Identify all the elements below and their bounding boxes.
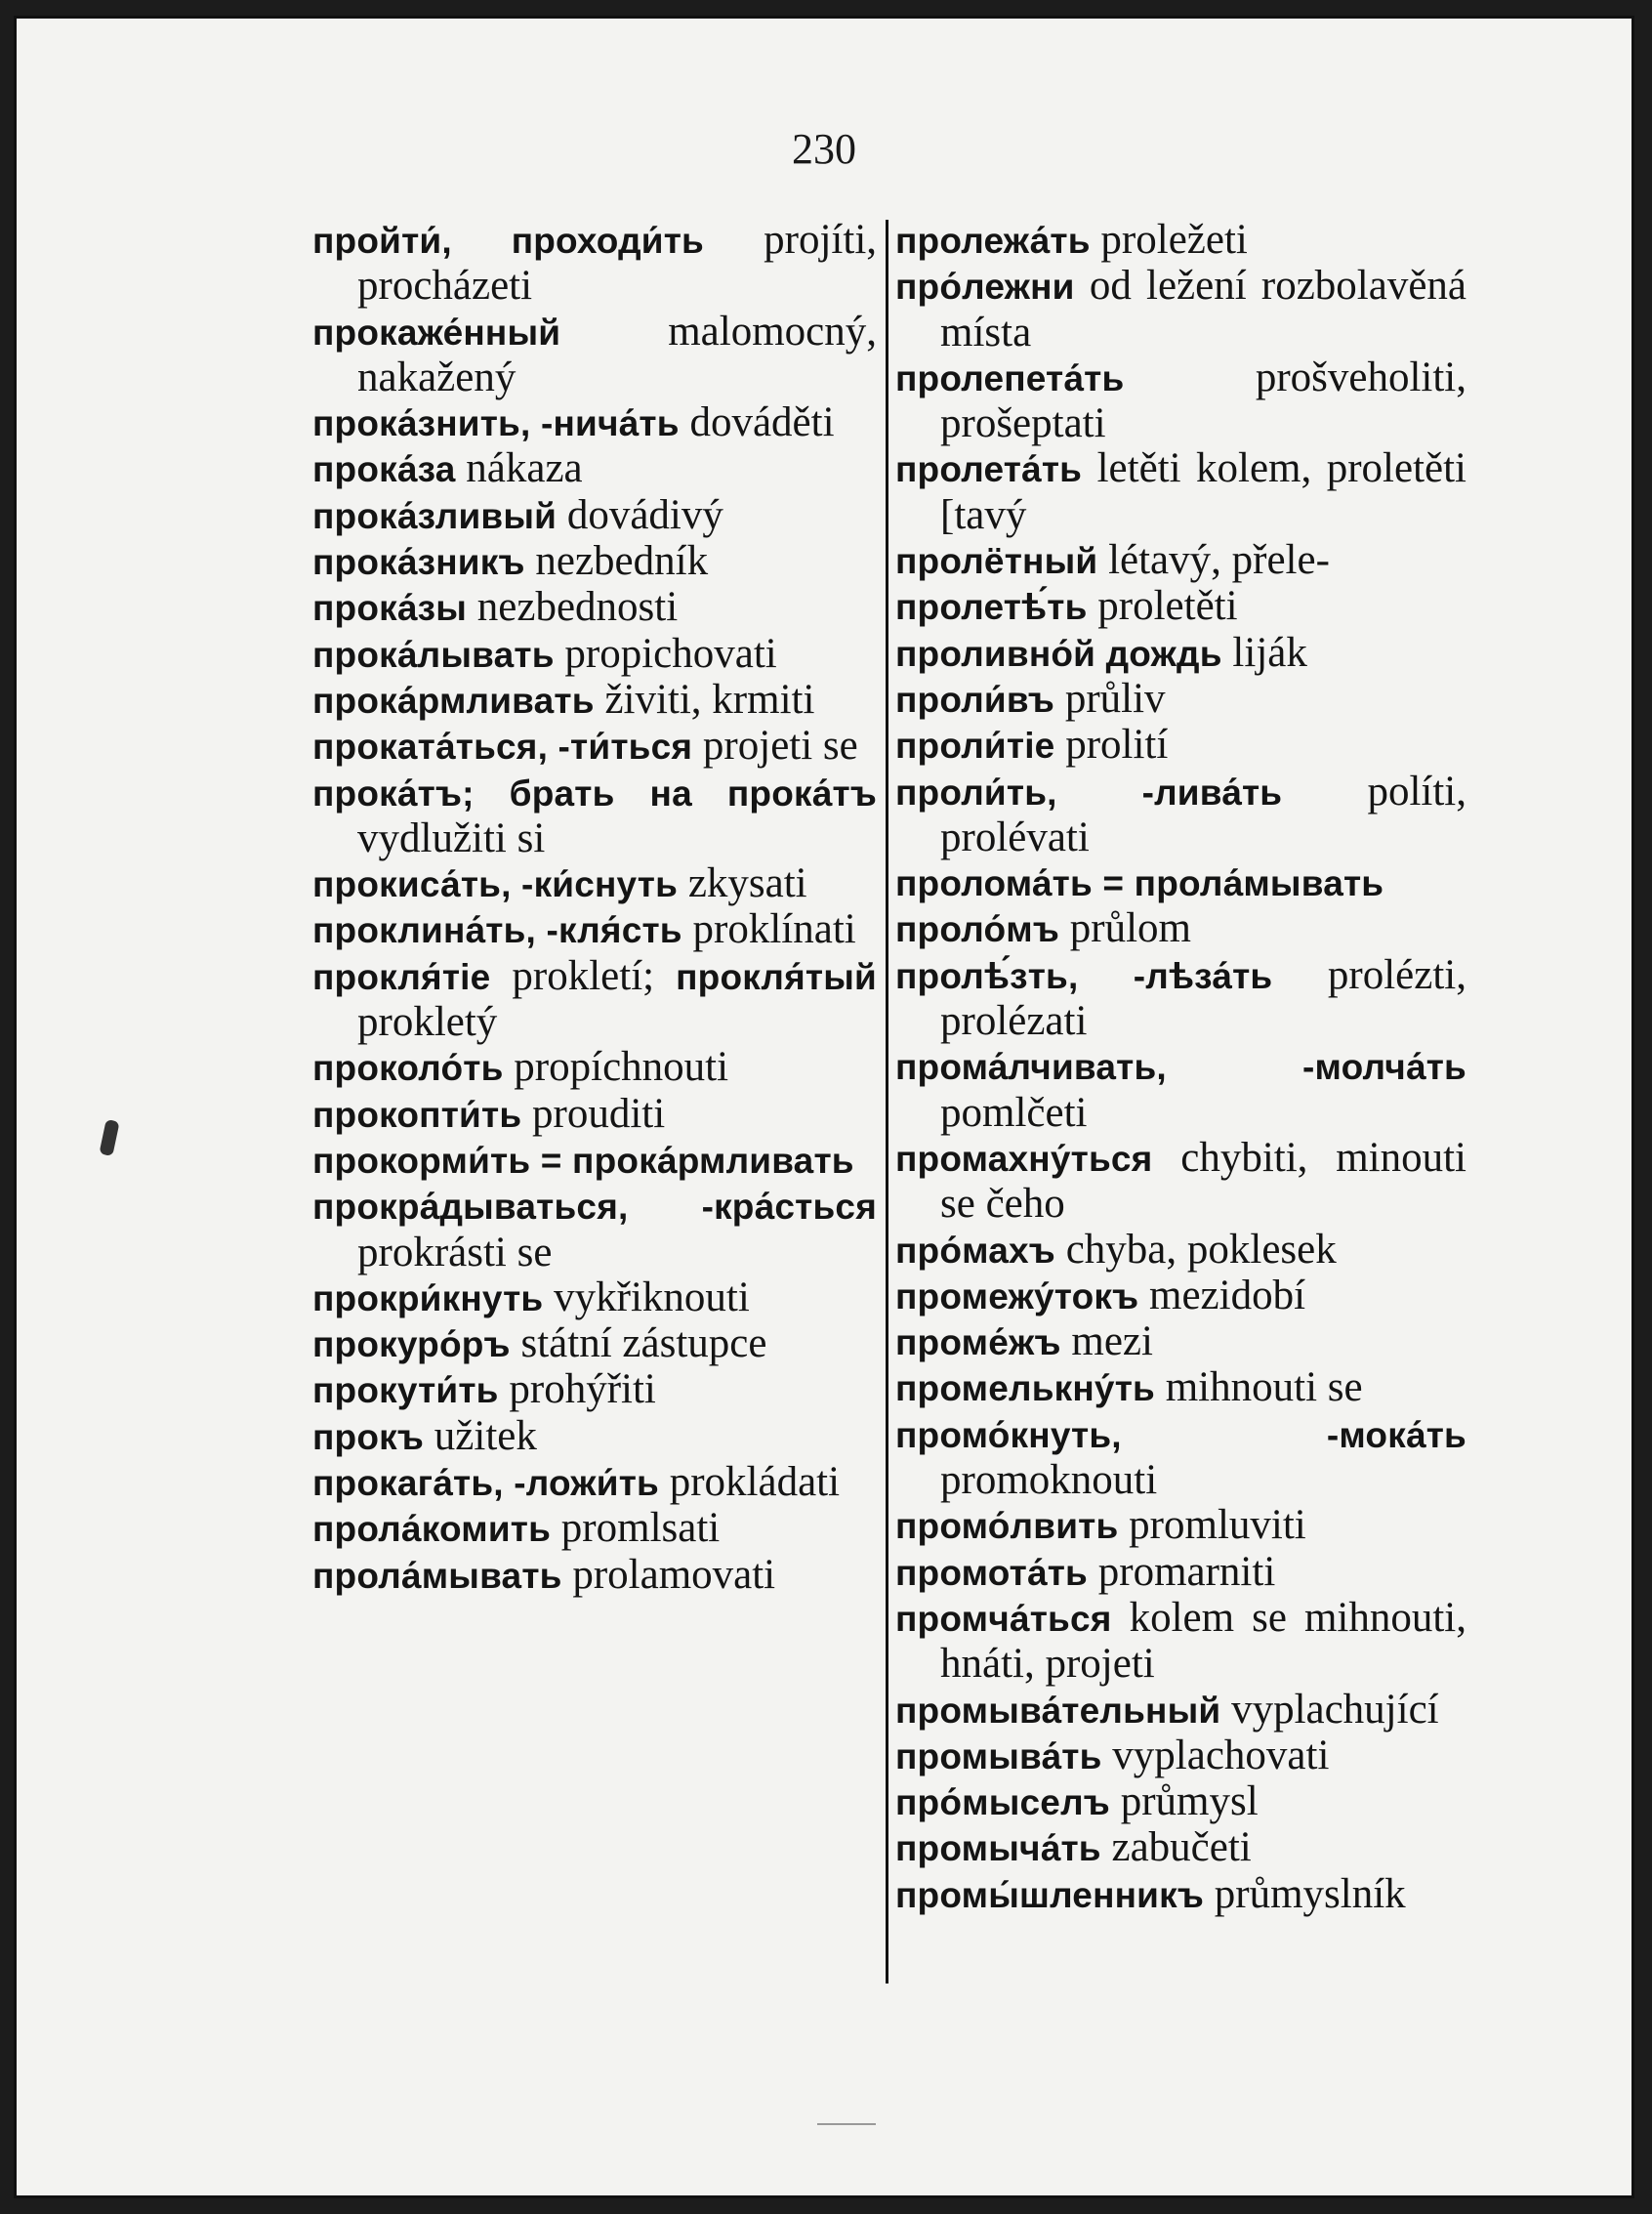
page-smudge — [99, 1119, 119, 1156]
entry-translation: propíchnouti — [514, 1044, 729, 1091]
dictionary-entry — [895, 1412, 1466, 1504]
entry-translation: zkysati — [687, 860, 807, 907]
entry-translation: proletěti — [1097, 583, 1238, 630]
dictionary-entry — [312, 1460, 877, 1506]
entry-translation: dováděti — [689, 399, 835, 446]
entry-translation: od ležení rozbolavěná místa — [940, 263, 1466, 355]
entry-translation: prokletí; — [512, 952, 655, 999]
entry-headword: пролѣ́зть, -лѣза́ть — [895, 955, 1273, 996]
entry-headword: пролета́ть — [895, 449, 1083, 490]
page-scratch — [817, 2123, 876, 2125]
dictionary-entry — [895, 1503, 1466, 1549]
entry-headword: прокаже́нный — [312, 312, 561, 353]
dictionary-entry — [312, 1045, 877, 1091]
entry-translation: průmysl — [1120, 1778, 1259, 1825]
dictionary-entry — [895, 264, 1466, 355]
dictionary-entry — [312, 1184, 877, 1275]
entry-translation: nezbednosti — [476, 584, 679, 631]
entry-translation: vydlužiti si — [357, 815, 546, 861]
entry-translation: prolézti, prolézati — [940, 951, 1466, 1045]
entry-headword: проката́ться, -ти́ться — [312, 727, 693, 768]
entry-headword: прока́за — [312, 449, 456, 490]
entry-headword: проклина́ть, -кля́сть — [312, 910, 682, 951]
dictionary-entry — [895, 1550, 1466, 1596]
entry-translation: projíti, procházeti — [357, 217, 878, 310]
dictionary-entry — [312, 585, 877, 631]
column-divider — [886, 220, 888, 1984]
entry-translation: prokládati — [669, 1459, 841, 1506]
entry-headword: промы́шленникъ — [895, 1874, 1204, 1915]
dictionary-entry — [312, 400, 877, 446]
entry-translation: chybiti, minouti se čeho — [940, 1134, 1466, 1228]
entry-translation: letěti kolem, proletěti [tavý — [940, 445, 1467, 538]
dictionary-entry — [895, 723, 1466, 769]
dictionary-entry — [312, 724, 877, 770]
dictionary-entry — [895, 677, 1466, 723]
entry-translation: liják — [1232, 629, 1307, 676]
entry-translation: průliv — [1064, 675, 1166, 722]
dictionary-entry — [895, 953, 1466, 1045]
entry-translation: proklínati — [692, 906, 856, 953]
dictionary-entry — [312, 1506, 877, 1552]
entry-translation: létavý, přele- — [1108, 537, 1330, 584]
entry-headword: прокъ — [312, 1416, 425, 1457]
entry-headword: прокуро́ръ — [312, 1324, 511, 1365]
entry-headword: прола́мывать — [312, 1555, 562, 1596]
dictionary-entry — [312, 446, 877, 492]
entry-translation: živiti, krmiti — [604, 676, 815, 723]
dictionary-entry — [895, 1596, 1466, 1688]
entry-headword: прокопти́ть — [312, 1094, 522, 1135]
entry-translation: promoknouti — [940, 1457, 1158, 1504]
entry-headword: прока́зникъ — [312, 542, 525, 583]
entry-headword: прокля́тіе — [312, 956, 491, 997]
entry-headword: проло́мъ — [895, 909, 1059, 950]
dictionary-entry — [312, 771, 877, 862]
entry-headword: промо́лвить — [895, 1506, 1119, 1547]
entry-headword: проливно́й дождь — [895, 633, 1222, 674]
entry-translation: zabučeti — [1111, 1824, 1252, 1871]
dictionary-entry — [312, 539, 877, 585]
entry-headword: пролома́ть = прола́мывать — [895, 863, 1384, 904]
entry-translation: kolem se mihnouti, hnáti, projeti — [940, 1594, 1466, 1688]
entry-translation: chyba, poklesek — [1065, 1226, 1337, 1273]
entry-headword: про́махъ — [895, 1230, 1055, 1271]
dictionary-entry — [312, 632, 877, 678]
dictionary-entry — [312, 954, 877, 1046]
entry-translation: prouditi — [532, 1090, 666, 1137]
dictionary-page — [14, 16, 1634, 2198]
entry-translation: pomlčeti — [940, 1089, 1088, 1136]
entry-headword: прокля́тый — [676, 956, 877, 997]
dictionary-entry — [895, 1319, 1466, 1365]
entry-translation: užitek — [434, 1412, 537, 1459]
entry-headword: прока́лывать — [312, 634, 555, 675]
entry-translation: nezbedník — [535, 538, 709, 585]
entry-headword: проли́тіе — [895, 726, 1055, 767]
entry-headword: пролётный — [895, 541, 1098, 582]
dictionary-entry — [312, 493, 877, 539]
entry-headword: пролежа́ть — [895, 221, 1091, 261]
entry-headword: промелькну́ть — [895, 1368, 1155, 1409]
entry-translation: nákaza — [466, 445, 583, 492]
entry-translation: políti, prolévati — [940, 768, 1467, 860]
dictionary-entry — [312, 310, 877, 401]
entry-translation: propichovati — [564, 630, 777, 677]
dictionary-entry — [895, 446, 1466, 538]
entry-translation: prolití — [1065, 722, 1169, 769]
entry-headword: проли́въ — [895, 679, 1055, 720]
dictionary-entry — [312, 678, 877, 724]
entry-headword: промыча́ть — [895, 1828, 1101, 1869]
entry-headword: прокиса́ть, -ки́снуть — [312, 864, 679, 905]
entry-headword: прокути́ть — [312, 1370, 499, 1411]
entry-translation: prohýřiti — [509, 1366, 656, 1413]
entry-translation: prošveholiti, prošeptati — [940, 354, 1466, 447]
dictionary-entry — [312, 1553, 877, 1599]
entry-translation: průlom — [1069, 905, 1191, 952]
dictionary-entry — [312, 218, 877, 310]
left-column — [312, 218, 877, 1599]
entry-headword: промыва́тельный — [895, 1690, 1221, 1731]
dictionary-entry — [312, 1321, 877, 1367]
entry-translation: promlsati — [560, 1505, 721, 1552]
entry-headword: прока́зы — [312, 588, 468, 629]
dictionary-entry — [895, 218, 1466, 264]
dictionary-entry — [312, 1092, 877, 1138]
entry-headword: промо́кнуть, -мока́ть — [895, 1414, 1466, 1455]
entry-headword: пролетѣ́ть — [895, 587, 1088, 628]
dictionary-entry — [895, 1274, 1466, 1319]
entry-headword: про́мыселъ — [895, 1782, 1110, 1823]
right-column — [895, 218, 1466, 1918]
dictionary-entry — [895, 1872, 1466, 1918]
entry-headword: прока́тъ; брать на прока́тъ — [312, 773, 877, 814]
entry-translation: prokletý — [357, 999, 498, 1046]
entry-translation: malomocný, nakažený — [357, 308, 877, 400]
dictionary-entry — [895, 1228, 1466, 1274]
entry-headword: промежу́токъ — [895, 1275, 1139, 1316]
entry-headword: промахну́ться — [895, 1138, 1153, 1179]
entry-translation: prolamovati — [572, 1551, 776, 1598]
dictionary-entry — [312, 1367, 877, 1413]
entry-translation: dovádivý — [566, 491, 723, 538]
dictionary-entry — [312, 1414, 877, 1460]
entry-translation: vyplachující — [1231, 1686, 1439, 1733]
entry-headword: прола́комить — [312, 1509, 552, 1550]
dictionary-entry — [895, 1779, 1466, 1825]
entry-headword: про́лежни — [895, 267, 1075, 308]
entry-translation: proležeti — [1100, 217, 1248, 263]
entry-translation: mezi — [1071, 1318, 1153, 1365]
entry-headword: пройти́, проходи́ть — [312, 221, 705, 261]
entry-headword: прокорми́ть = прока́рмливать — [312, 1140, 854, 1181]
entry-headword: прокри́кнуть — [312, 1277, 544, 1318]
entry-translation: projeti se — [702, 723, 858, 770]
dictionary-entry — [895, 1365, 1466, 1411]
dictionary-entry — [895, 538, 1466, 584]
dictionary-entry — [312, 1275, 877, 1321]
dictionary-entry — [895, 1734, 1466, 1779]
dictionary-entry — [895, 906, 1466, 952]
entry-headword: пролепета́ть — [895, 357, 1125, 398]
entry-headword: промча́ться — [895, 1598, 1112, 1639]
dictionary-entry — [895, 770, 1466, 861]
entry-headword: прокра́дываться, -кра́сться — [312, 1187, 877, 1228]
dictionary-entry — [312, 907, 877, 953]
dictionary-entry — [312, 1138, 877, 1184]
entry-headword: прока́зливый — [312, 495, 558, 536]
entry-translation: promluviti — [1129, 1502, 1306, 1549]
dictionary-entry — [895, 584, 1466, 630]
entry-translation: mezidobí — [1149, 1272, 1306, 1318]
entry-translation: mihnouti se — [1165, 1364, 1363, 1411]
entry-translation: vyplachovati — [1112, 1732, 1330, 1778]
dictionary-entry — [895, 860, 1466, 906]
entry-translation: vykřiknouti — [554, 1274, 750, 1320]
entry-headword: прома́лчивать, -молча́ть — [895, 1047, 1466, 1088]
entry-translation: státní zástupce — [520, 1320, 767, 1367]
dictionary-entry — [895, 631, 1466, 677]
entry-headword: прока́знить, -нича́ть — [312, 403, 680, 444]
page-number: 230 — [792, 125, 856, 173]
entry-headword: промыва́ть — [895, 1735, 1102, 1776]
entry-headword: промота́ть — [895, 1552, 1088, 1593]
entry-headword: проколо́ть — [312, 1048, 504, 1089]
dictionary-entry — [312, 861, 877, 907]
entry-headword: проме́жъ — [895, 1322, 1061, 1363]
dictionary-entry — [895, 1044, 1466, 1136]
entry-translation: průmyslník — [1214, 1870, 1406, 1917]
dictionary-entry — [895, 1688, 1466, 1734]
entry-headword: прокага́ть, -ложи́ть — [312, 1463, 659, 1504]
entry-headword: прока́рмливать — [312, 680, 595, 721]
entry-translation: prokrásti se — [357, 1229, 553, 1275]
entry-translation: promarniti — [1097, 1548, 1276, 1595]
dictionary-entry — [895, 1136, 1466, 1228]
entry-headword: проли́ть, -лива́ть — [895, 772, 1283, 813]
dictionary-entry — [895, 1825, 1466, 1871]
dictionary-entry — [895, 355, 1466, 447]
